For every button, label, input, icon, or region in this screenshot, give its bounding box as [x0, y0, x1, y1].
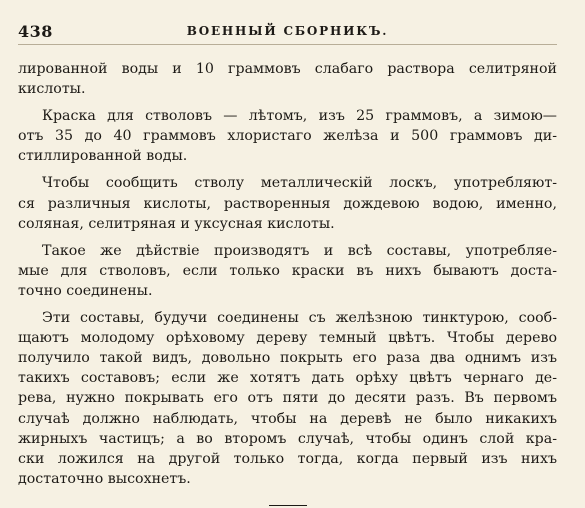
text-line: ски ложился на другой только тогда, когда первый изъ нихъ — [18, 450, 557, 467]
paragraph-walnut-color — [18, 308, 557, 489]
journal-title: ВОЕННЫЙ СБОРНИКЪ. — [186, 24, 389, 38]
text-line: достаточно высохнетъ. — [18, 470, 191, 487]
page-number: 438 — [18, 22, 53, 41]
text-line: мые для стволовъ, если только краски въ нихъ бываютъ доста- — [18, 262, 557, 279]
text-line: жирныхъ частицъ; а во второмъ случаѣ, чтобы одинъ слой кра- — [18, 430, 557, 447]
text-line: щаютъ молодому орѣховому дереву темный цвѣтъ. Чтобы дерево — [18, 330, 557, 347]
text-line: Такое же дѣйствіе производятъ и всѣ составы, употребляе- — [42, 242, 557, 259]
paragraph-barrel-paint — [18, 106, 557, 166]
text-line: рева, нужно покрывать его отъ пяти до десяти разъ. Въ первомъ — [18, 390, 557, 407]
running-head — [18, 22, 557, 45]
text-line: отъ 35 до 40 граммовъ хлористаго желѣза и 500 граммовъ ди- — [18, 128, 557, 145]
text-line: Эти составы, будучи соединены съ желѣзною тинктурою, сооб- — [42, 310, 557, 327]
text-line: получило такой видъ, довольно покрыть его раза два однимъ изъ — [18, 350, 557, 367]
text-line: точно соединены. — [18, 282, 153, 299]
text-line: Краска для стволовъ — лѣтомъ, изъ 25 граммовъ, а зимою— — [42, 108, 557, 125]
paragraph-continuation — [18, 59, 557, 99]
text-line: Чтобы сообщить стволу металлическій лоскъ, употребляют- — [42, 175, 557, 192]
text-line: лированной воды и 10 граммовъ слабаго раствора селитряной — [18, 61, 557, 77]
text-line: соляная, селитряная и уксусная кислоты. — [18, 215, 335, 232]
text-line: случаѣ должно наблюдать, чтобы на деревѣ не было никакихъ — [18, 410, 557, 427]
section-end-rule — [269, 505, 307, 506]
text-line: стиллированной воды. — [18, 148, 188, 165]
body-text — [18, 59, 557, 489]
text-line: кислоты. — [18, 81, 86, 98]
paragraph-metallic-gloss — [18, 173, 557, 233]
text-line: такихъ составовъ; если же хотятъ дать орѣху цвѣтъ чернаго де- — [18, 370, 557, 387]
text-line: ся различныя кислоты, растворенныя дождевою водою, именно, — [18, 195, 557, 212]
paragraph-same-effect — [18, 241, 557, 301]
